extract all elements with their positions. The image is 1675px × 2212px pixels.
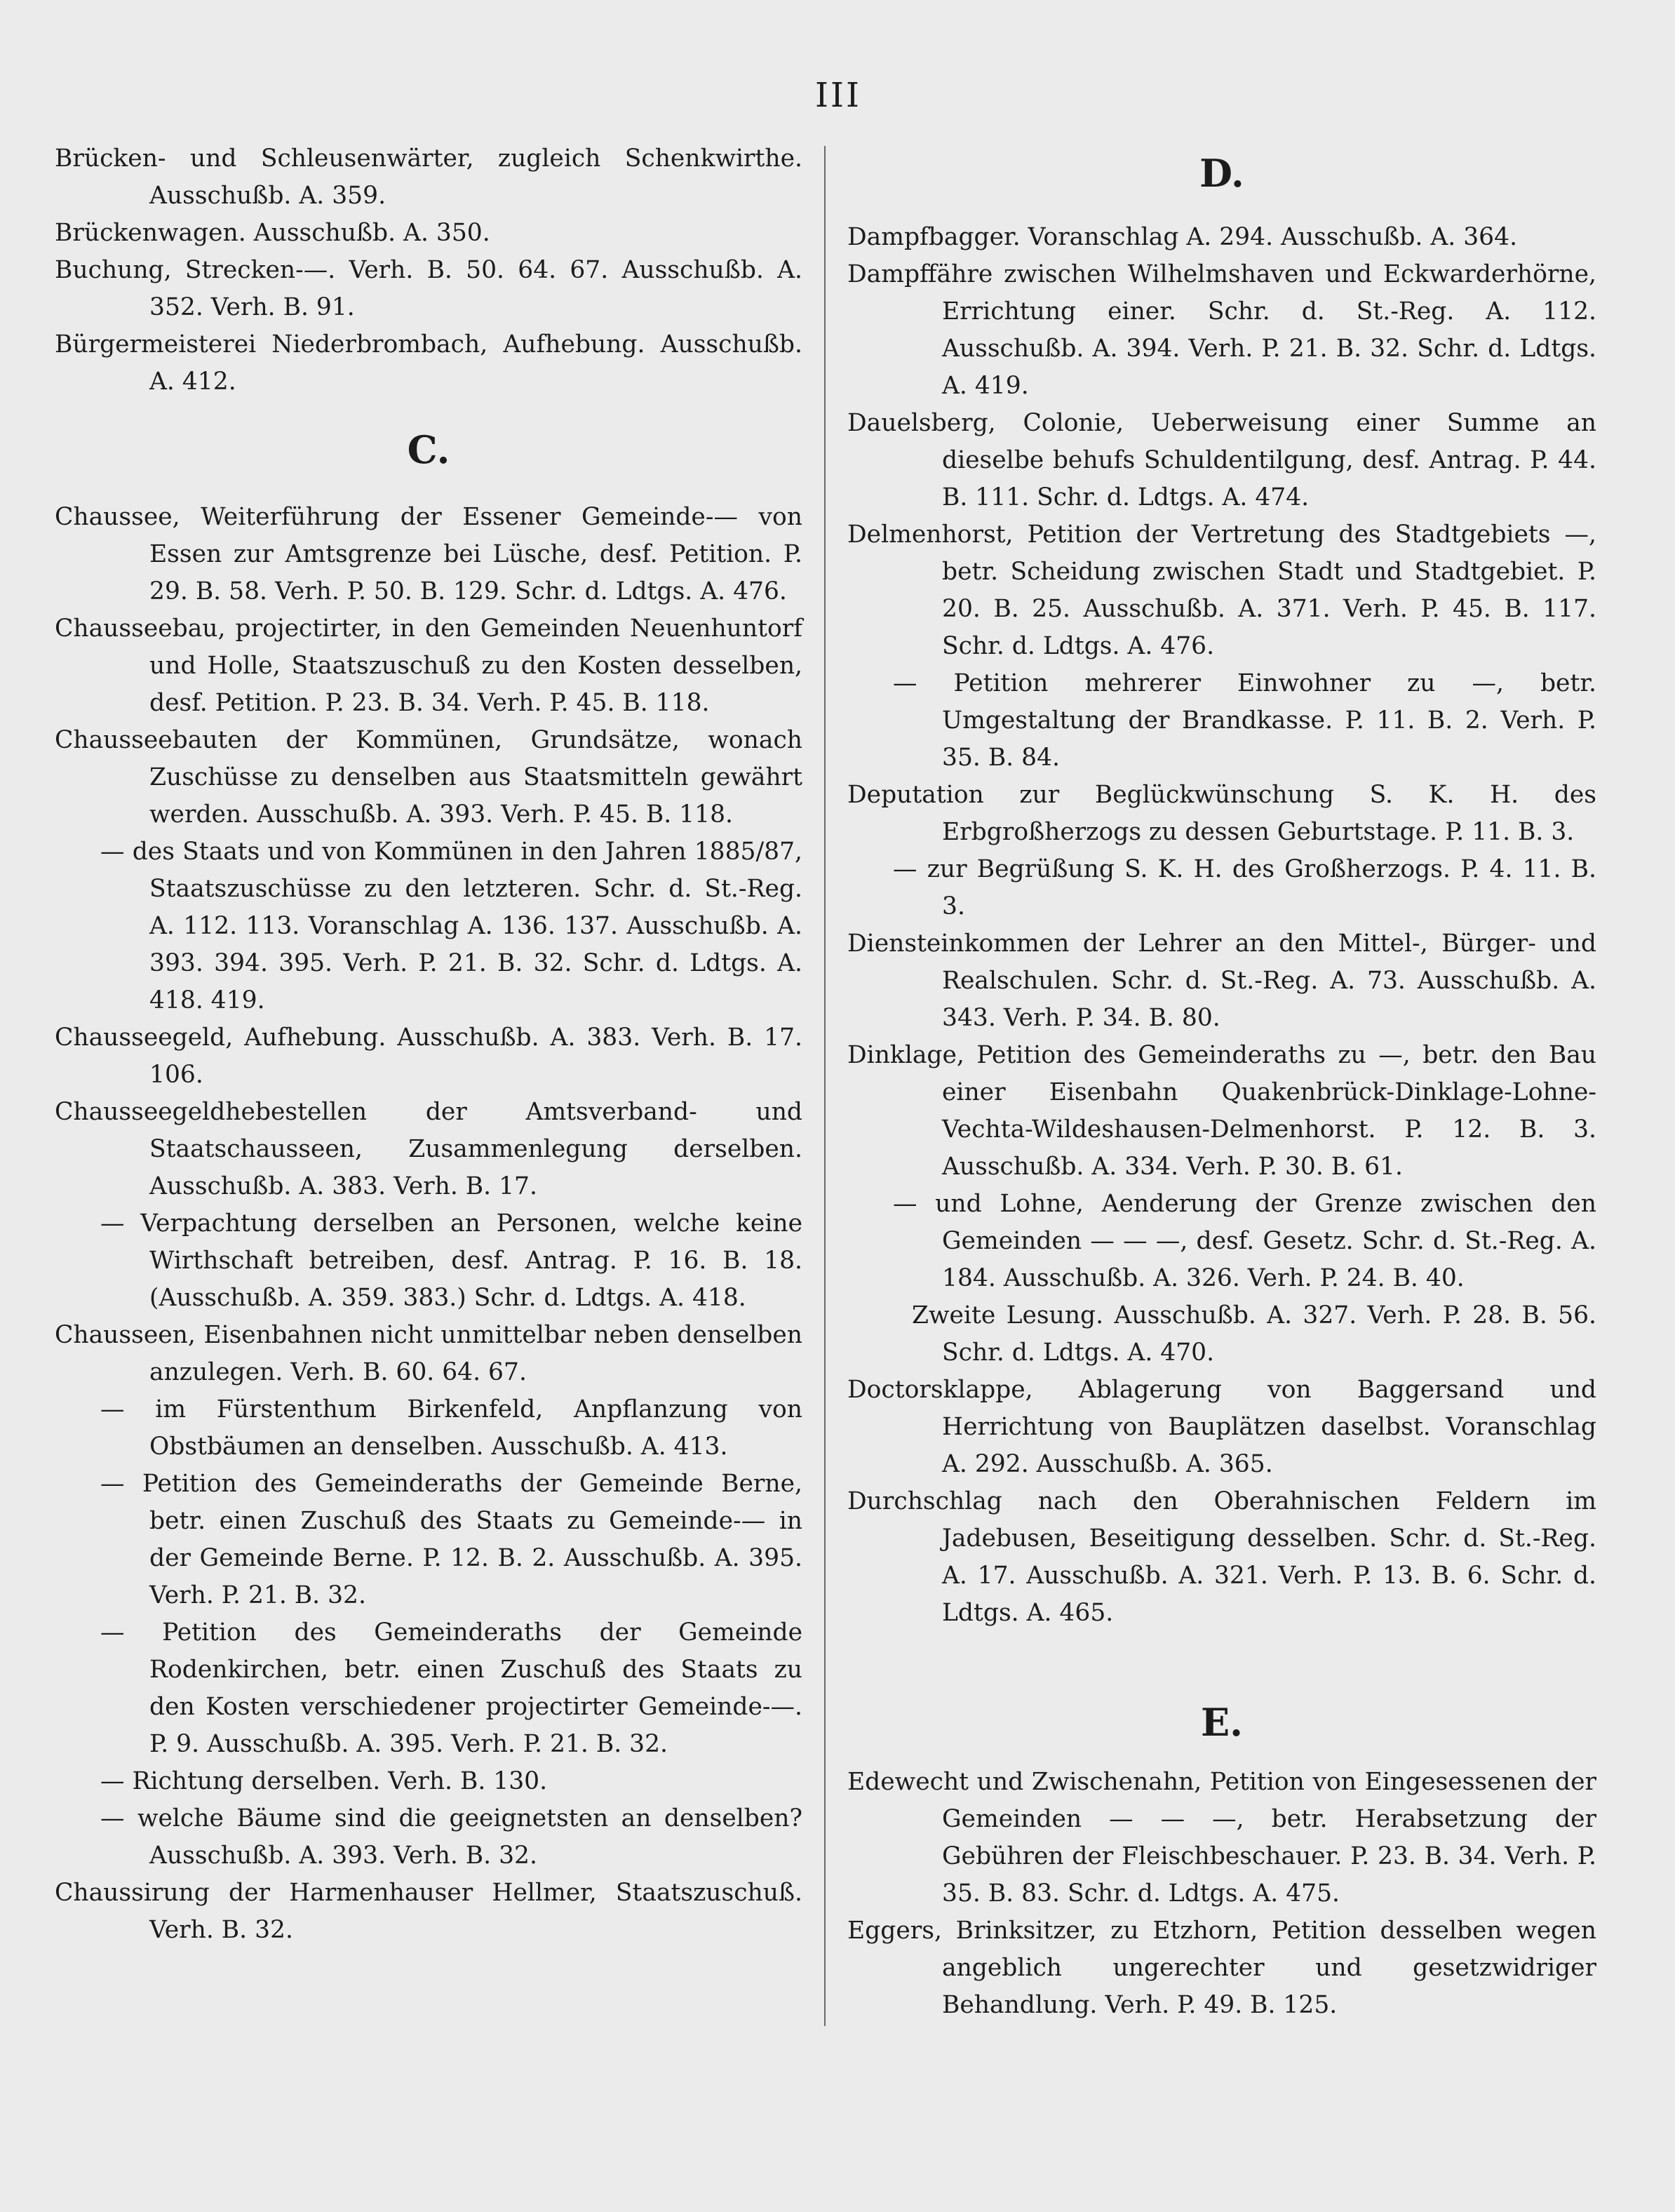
- index-entry: Delmenhorst, Petition der Vertretung des Stadtgebiets —, betr. Scheidung zwischen Stadt und Stadtgebiet. P. 20. B. 25. Ausschußb. A. 371. Verh. P. 45. B. 117. Schr. d. Ldtgs. A. 476.: [847, 521, 1596, 660]
- section-letter-e: E.: [1201, 1700, 1243, 1745]
- index-entry: Edewecht und Zwischenahn, Petition von Eingesessenen der Gemeinden — — —, betr. Herabsetzung der Gebühren der Fleischbeschauer. P. 23. B. 34. Verh. P. 35. B. 83. Schr. d. Ldtgs. A. 475.: [847, 1768, 1596, 1908]
- index-subentry: — Petition des Gemeinderaths der Gemeinde Rodenkirchen, betr. einen Zuschuß des Staats zu den Kosten verschiedener projectirter Gemeinde-—. P. 9. Ausschußb. A. 395. Verh. P. 21. B. 32.: [100, 1618, 802, 1758]
- column-divider: [824, 146, 826, 2026]
- index-entry: Chausseegeld, Aufhebung. Ausschußb. A. 383. Verh. B. 17. 106.: [55, 1024, 802, 1089]
- index-subentry: — zur Begrüßung S. K. H. des Großherzogs. P. 4. 11. B. 3.: [893, 855, 1596, 920]
- index-entry: Eggers, Brinksitzer, zu Etzhorn, Petition desselben wegen angeblich ungerechter und gesetzwidriger Behandlung. Verh. P. 49. B. 125.: [847, 1917, 1596, 2019]
- index-entry: Durchschlag nach den Oberahnischen Feldern im Jadebusen, Beseitigung desselben. Schr. d. St.-Reg. A. 17. Ausschußb. A. 321. Verh. P. 13. B. 6. Schr. d. Ldtgs. A. 465.: [847, 1487, 1596, 1627]
- index-subentry: — welche Bäume sind die geeignetsten an denselben? Ausschußb. A. 393. Verh. B. 32.: [100, 1804, 802, 1870]
- index-subentry: — des Staats und von Kommünen in den Jahren 1885/87, Staatszuschüsse zu den letzteren. Schr. d. St.-Reg. A. 112. 113. Voranschlag A. 136. 137. Ausschußb. A. 393. 394. 395. Verh. P. 21. B. 32. Schr. d. Ldtgs. A. 418. 419.: [100, 838, 802, 1014]
- index-entry: Chausseebau, projectirter, in den Gemeinden Neuenhuntorf und Holle, Staatszuschuß zu den Kosten desselben, desf. Petition. P. 23. B. 34. Verh. P. 45. B. 118.: [55, 615, 802, 717]
- section-letter-c: C.: [407, 427, 450, 472]
- index-subentry: Zweite Lesung. Ausschußb. A. 327. Verh. P. 28. B. 56. Schr. d. Ldtgs. A. 470.: [912, 1301, 1596, 1367]
- right-column: [847, 140, 1596, 2024]
- index-entry: Chausseegeldhebestellen der Amtsverband- und Staatschausseen, Zusammenlegung derselben. Ausschußb. A. 383. Verh. B. 17.: [55, 1098, 802, 1200]
- left-column: [55, 140, 802, 1949]
- index-entry: Doctorsklappe, Ablagerung von Baggersand und Herrichtung von Bauplätzen daselbst. Voranschlag A. 292. Ausschußb. A. 365.: [847, 1376, 1596, 1478]
- index-subentry: — Petition des Gemeinderaths der Gemeinde Berne, betr. einen Zuschuß des Staats zu Gemeinde-— in der Gemeinde Berne. P. 12. B. 2. Ausschußb. A. 395. Verh. P. 21. B. 32.: [100, 1470, 802, 1609]
- index-entry: Bürgermeisterei Niederbrombach, Aufhebung. Ausschußb. A. 412.: [55, 330, 802, 396]
- index-entry: Brückenwagen. Ausschußb. A. 350.: [55, 219, 490, 247]
- index-subentry: — und Lohne, Aenderung der Grenze zwischen den Gemeinden — — —, desf. Gesetz. Schr. d. St.-Reg. A. 184. Ausschußb. A. 326. Verh. P. 24. B. 40.: [893, 1190, 1596, 1292]
- index-entry: Brücken- und Schleusenwärter, zugleich Schenkwirthe. Ausschußb. A. 359.: [55, 145, 802, 210]
- index-entry: Chausseen, Eisenbahnen nicht unmittelbar neben denselben anzulegen. Verh. B. 60. 64. 67.: [55, 1321, 802, 1386]
- index-entry: Dinklage, Petition des Gemeinderaths zu —, betr. den Bau einer Eisenbahn Quakenbrück-Dinklage-Lohne-Vechta-Wildeshausen-Delmenhorst. P. 12. B. 3. Ausschußb. A. 334. Verh. P. 30. B. 61.: [847, 1041, 1596, 1181]
- index-entry: Deputation zur Beglückwünschung S. K. H. des Erbgroßherzogs zu dessen Geburtstage. P. 11. B. 3.: [847, 781, 1596, 846]
- index-entry: Chaussirung der Harmenhauser Hellmer, Staatszuschuß. Verh. B. 32.: [55, 1879, 802, 1944]
- index-entry: Chausseebauten der Kommünen, Grundsätze, wonach Zuschüsse zu denselben aus Staatsmitteln gewährt werden. Ausschußb. A. 393. Verh. P. 45. B. 118.: [55, 726, 802, 829]
- index-subentry: — Petition mehrerer Einwohner zu —, betr. Umgestaltung der Brandkasse. P. 11. B. 2. Verh. P. 35. B. 84.: [893, 669, 1596, 772]
- index-entry: Chaussee, Weiterführung der Essener Gemeinde-— von Essen zur Amtsgrenze bei Lüsche, desf. Petition. P. 29. B. 58. Verh. P. 50. B. 129. Schr. d. Ldtgs. A. 476.: [55, 503, 802, 605]
- index-entry: Dauelsberg, Colonie, Ueberweisung einer Summe an dieselbe behufs Schuldentilgung, desf. Antrag. P. 44. B. 111. Schr. d. Ldtgs. A. 474.: [847, 409, 1596, 511]
- page-number: III: [815, 76, 861, 115]
- index-entry: Dampffähre zwischen Wilhelmshaven und Eckwarderhörne, Errichtung einer. Schr. d. St.-Reg. A. 112. Ausschußb. A. 394. Verh. P. 21. B. 32. Schr. d. Ldtgs. A. 419.: [847, 260, 1596, 400]
- index-subentry: — im Fürstenthum Birkenfeld, Anpflanzung von Obstbäumen an denselben. Ausschußb. A. 413.: [100, 1395, 802, 1461]
- index-entry: Dampfbagger. Voranschlag A. 294. Ausschußb. A. 364.: [847, 223, 1518, 251]
- index-entry: Buchung, Strecken-—. Verh. B. 50. 64. 67. Ausschußb. A. 352. Verh. B. 91.: [55, 256, 802, 321]
- section-letter-d: D.: [1199, 151, 1244, 196]
- index-entry: Diensteinkommen der Lehrer an den Mittel-, Bürger- und Realschulen. Schr. d. St.-Reg. A. 73. Ausschußb. A. 343. Verh. P. 34. B. 80.: [847, 930, 1596, 1032]
- index-subentry: — Verpachtung derselben an Personen, welche keine Wirthschaft betreiben, desf. Antrag. P. 16. B. 18. (Ausschußb. A. 359. 383.) Schr. d. Ldtgs. A. 418.: [100, 1209, 802, 1312]
- index-subentry: — Richtung derselben. Verh. B. 130.: [100, 1767, 548, 1795]
